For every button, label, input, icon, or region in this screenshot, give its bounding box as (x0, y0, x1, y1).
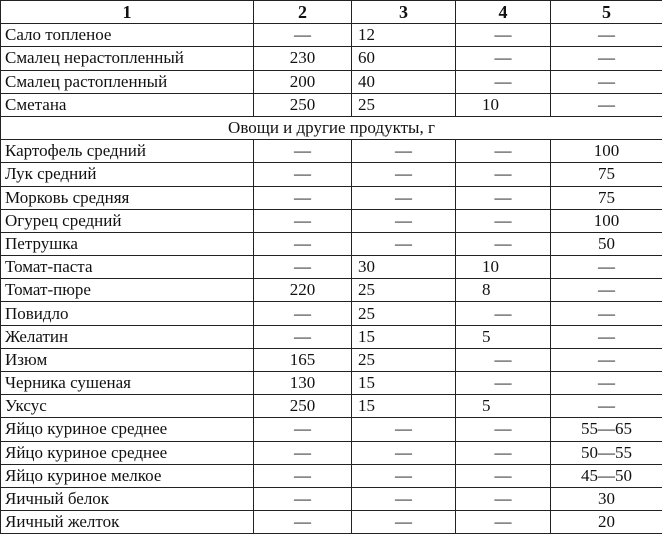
product-name-cell: Повидло (1, 302, 254, 325)
product-name-cell: Лук средний (1, 163, 254, 186)
value-cell-c4: — (456, 302, 551, 325)
table-row (1, 186, 662, 209)
value-cell-c4: — (456, 511, 551, 534)
value-cell-c2: — (254, 302, 352, 325)
value-cell-c2: — (254, 487, 352, 510)
value-cell-c4: — (456, 70, 551, 93)
value-cell-c5: — (551, 47, 662, 70)
value-cell-c2: 200 (254, 70, 352, 93)
value-cell-c3: — (352, 186, 456, 209)
product-name-cell: Яйцо куриное мелкое (1, 464, 254, 487)
value-cell-c5: 100 (551, 140, 662, 163)
value-cell-c2: 230 (254, 47, 352, 70)
value-cell-c2: 220 (254, 279, 352, 302)
product-name-cell: Уксус (1, 395, 254, 418)
value-cell-c5: 30 (551, 487, 662, 510)
table-row (1, 140, 662, 163)
value-cell-c3: — (352, 140, 456, 163)
table-row (1, 24, 662, 47)
value-cell-c4: 10 (456, 93, 551, 116)
product-name-cell: Смалец растопленный (1, 70, 254, 93)
table-row (1, 93, 662, 116)
section-row (1, 116, 662, 139)
value-cell-c3: 25 (352, 279, 456, 302)
value-cell-c3: — (352, 232, 456, 255)
value-cell-c2: — (254, 140, 352, 163)
product-name-cell: Черника сушеная (1, 372, 254, 395)
value-cell-c3: — (352, 464, 456, 487)
value-cell-c5: — (551, 325, 662, 348)
value-cell-c4: — (456, 24, 551, 47)
value-cell-c3: 60 (352, 47, 456, 70)
table-row (1, 348, 662, 371)
value-cell-c4: 10 (456, 256, 551, 279)
value-cell-c5: 20 (551, 511, 662, 534)
product-name-cell: Томат-пюре (1, 279, 254, 302)
value-cell-c3: 30 (352, 256, 456, 279)
value-cell-c5: — (551, 93, 662, 116)
value-cell-c5: — (551, 302, 662, 325)
table-row (1, 418, 662, 441)
product-name-cell: Яичный желток (1, 511, 254, 534)
header-col-1: 1 (1, 1, 254, 24)
table-row (1, 209, 662, 232)
value-cell-c4: — (456, 47, 551, 70)
product-name-cell: Томат-паста (1, 256, 254, 279)
header-col-4: 4 (456, 1, 551, 24)
value-cell-c3: — (352, 511, 456, 534)
product-name-cell: Огурец средний (1, 209, 254, 232)
table-row (1, 372, 662, 395)
value-cell-c3: 25 (352, 93, 456, 116)
value-cell-c2: — (254, 464, 352, 487)
value-cell-c5: — (551, 372, 662, 395)
table-row (1, 279, 662, 302)
table-body-bottom (1, 140, 662, 534)
value-cell-c2: — (254, 163, 352, 186)
product-name-cell: Петрушка (1, 232, 254, 255)
value-cell-c4: — (456, 209, 551, 232)
value-cell-c2: — (254, 24, 352, 47)
product-name-cell: Желатин (1, 325, 254, 348)
table-row (1, 70, 662, 93)
value-cell-c4: — (456, 348, 551, 371)
value-cell-c3: 12 (352, 24, 456, 47)
table-row (1, 325, 662, 348)
value-cell-c2: — (254, 232, 352, 255)
value-cell-c3: — (352, 487, 456, 510)
value-cell-c3: — (352, 441, 456, 464)
value-cell-c5: — (551, 395, 662, 418)
product-name-cell: Яйцо куриное среднее (1, 441, 254, 464)
value-cell-c4: — (456, 418, 551, 441)
table-row (1, 395, 662, 418)
value-cell-c4: — (456, 487, 551, 510)
value-cell-c3: — (352, 418, 456, 441)
value-cell-c4: — (456, 372, 551, 395)
value-cell-c3: 15 (352, 325, 456, 348)
section-title: Овощи и другие продукты, г (1, 116, 662, 139)
value-cell-c3: 15 (352, 372, 456, 395)
value-cell-c4: — (456, 186, 551, 209)
value-cell-c2: — (254, 441, 352, 464)
value-cell-c4: 5 (456, 325, 551, 348)
value-cell-c2: 250 (254, 93, 352, 116)
table-body-top (1, 24, 662, 117)
value-cell-c2: — (254, 256, 352, 279)
value-cell-c3: — (352, 163, 456, 186)
value-cell-c2: — (254, 209, 352, 232)
header-col-2: 2 (254, 1, 352, 24)
table-row (1, 163, 662, 186)
value-cell-c3: 40 (352, 70, 456, 93)
value-cell-c5: — (551, 256, 662, 279)
header-row (1, 1, 662, 24)
value-cell-c4: — (456, 140, 551, 163)
section-row-group (1, 116, 662, 139)
product-name-cell: Сало топленое (1, 24, 254, 47)
value-cell-c5: 100 (551, 209, 662, 232)
header-col-3: 3 (352, 1, 456, 24)
product-name-cell: Картофель средний (1, 140, 254, 163)
value-cell-c2: 130 (254, 372, 352, 395)
value-cell-c5: 55—65 (551, 418, 662, 441)
value-cell-c4: 5 (456, 395, 551, 418)
value-cell-c5: — (551, 279, 662, 302)
table-row (1, 511, 662, 534)
value-cell-c5: — (551, 348, 662, 371)
product-name-cell: Смалец нерастопленный (1, 47, 254, 70)
value-cell-c2: 250 (254, 395, 352, 418)
value-cell-c5: 50—55 (551, 441, 662, 464)
value-cell-c5: 50 (551, 232, 662, 255)
table-row (1, 232, 662, 255)
value-cell-c5: 75 (551, 186, 662, 209)
value-cell-c5: — (551, 70, 662, 93)
product-name-cell: Морковь средняя (1, 186, 254, 209)
value-cell-c5: — (551, 24, 662, 47)
table-row (1, 464, 662, 487)
value-cell-c2: — (254, 418, 352, 441)
product-name-cell: Яйцо куриное среднее (1, 418, 254, 441)
header-col-5: 5 (551, 1, 662, 24)
value-cell-c2: — (254, 186, 352, 209)
value-cell-c3: 15 (352, 395, 456, 418)
value-cell-c4: 8 (456, 279, 551, 302)
value-cell-c2: — (254, 325, 352, 348)
value-cell-c4: — (456, 232, 551, 255)
table-row (1, 302, 662, 325)
value-cell-c4: — (456, 464, 551, 487)
product-name-cell: Сметана (1, 93, 254, 116)
product-name-cell: Яичный белок (1, 487, 254, 510)
value-cell-c2: — (254, 511, 352, 534)
value-cell-c5: 75 (551, 163, 662, 186)
value-cell-c5: 45—50 (551, 464, 662, 487)
table-row (1, 441, 662, 464)
value-cell-c3: — (352, 209, 456, 232)
value-cell-c4: — (456, 441, 551, 464)
value-cell-c3: 25 (352, 302, 456, 325)
table-row (1, 487, 662, 510)
value-cell-c3: 25 (352, 348, 456, 371)
value-cell-c4: — (456, 163, 551, 186)
table-row (1, 47, 662, 70)
value-cell-c2: 165 (254, 348, 352, 371)
product-name-cell: Изюм (1, 348, 254, 371)
table-row (1, 256, 662, 279)
